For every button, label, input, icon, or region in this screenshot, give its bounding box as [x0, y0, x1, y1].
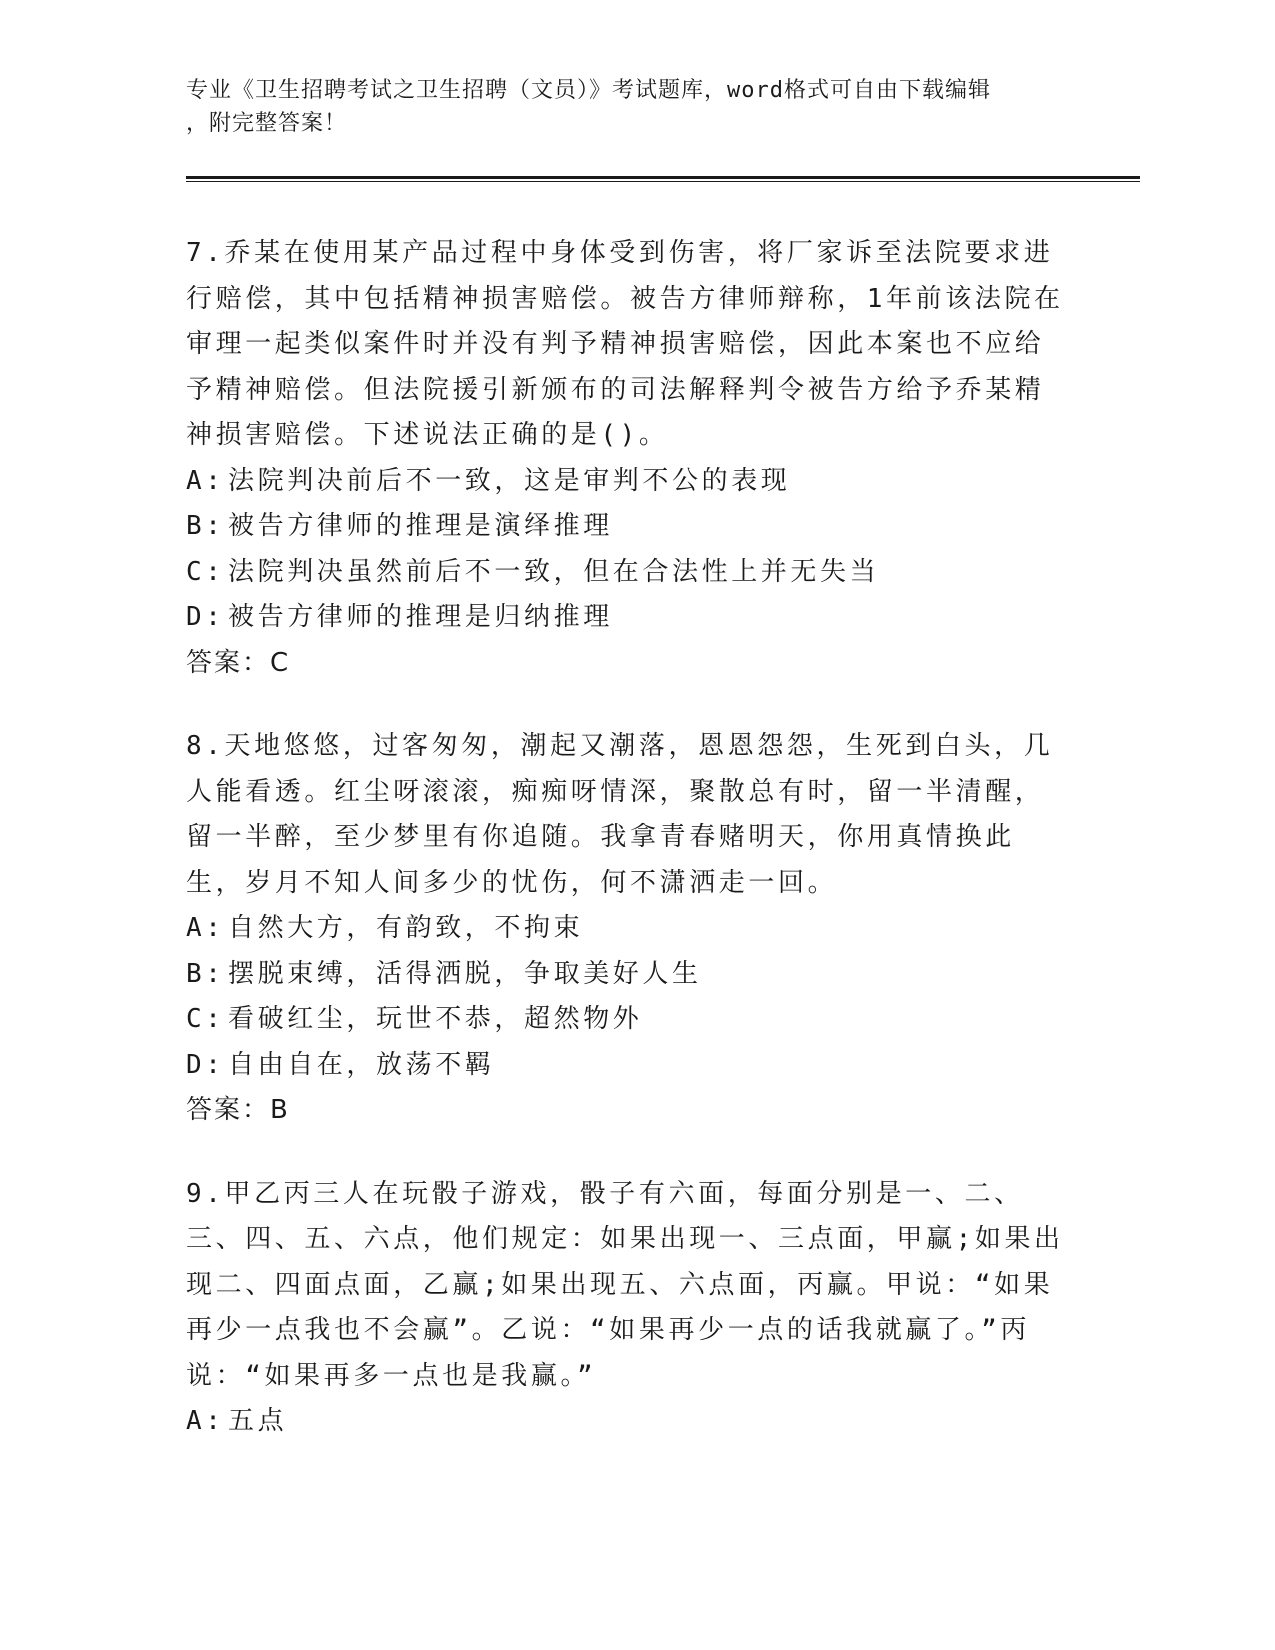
question-stem: 8.天地悠悠，过客匆匆，潮起又潮落，恩恩怨怨，生死到白头，几人能看透。红尘呀滚滚，痴痴呀情深，聚散总有时，留一半清醒，留一半醉，至少梦里有你追随。我拿青春赌明天，你用真情换此生，岁月不知人间多少的忧伤，何不潇洒走一回。: [186, 731, 1054, 898]
option-text: 被告方律师的推理是演绎推理: [228, 511, 613, 541]
option-b: [186, 952, 1066, 998]
option-text: 五点: [228, 1406, 288, 1436]
question-list: [186, 231, 1066, 1483]
answer-line: 答案：C: [186, 647, 291, 678]
header-line-1: 专业《卫生招聘考试之卫生招聘（文员）》考试题库，word格式可自由下载编辑: [186, 78, 991, 103]
header-divider-thin: [186, 181, 1140, 182]
option-text: 被告方律师的推理是归纳推理: [228, 602, 613, 632]
option-c: [186, 550, 1066, 596]
option-text: 法院判决虽然前后不一致，但在合法性上并无失当: [228, 556, 880, 587]
document-header: [186, 74, 1066, 140]
question-9: [186, 1172, 1066, 1445]
option-key: B:: [186, 958, 225, 989]
option-key: D:: [186, 1049, 225, 1080]
option-d: [186, 1043, 1066, 1089]
header-divider-thick: [186, 176, 1140, 179]
option-key: C:: [186, 1004, 225, 1034]
question-stem: 9.甲乙丙三人在玩骰子游戏，骰子有六面，每面分别是一、二、三、四、五、六点，他们规定：如果出现一、三点面，甲赢;如果出现二、四面点面，乙赢;如果出现五、六点面，丙赢。甲说：“如果再少一点我也不会赢”。乙说：“如果再少一点的话我就赢了。”丙说：“如果再多一点也是我赢。”: [186, 1178, 1064, 1391]
option-text: 看破红尘，玩世不恭，超然物外: [228, 1004, 643, 1034]
option-d: [186, 595, 1066, 641]
answer-line: 答案：B: [186, 1095, 290, 1125]
option-text: 摆脱束缚，活得洒脱，争取美好人生: [228, 958, 702, 989]
option-a: [186, 1399, 1066, 1445]
option-key: D:: [186, 602, 225, 632]
question-8: [186, 724, 1066, 1134]
option-key: A:: [186, 465, 225, 496]
option-text: 自由自在，放荡不羁: [228, 1049, 495, 1080]
option-text: 法院判决前后不一致，这是审判不公的表现: [228, 465, 791, 496]
header-line-2: ，附完整答案！: [186, 111, 348, 136]
option-key: A:: [186, 913, 225, 943]
option-key: B:: [186, 511, 225, 541]
option-a: [186, 906, 1066, 952]
option-c: [186, 997, 1066, 1043]
option-key: A:: [186, 1406, 225, 1436]
option-text: 自然大方，有韵致，不拘束: [228, 913, 584, 943]
option-a: [186, 459, 1066, 505]
question-stem: 7.乔某在使用某产品过程中身体受到伤害，将厂家诉至法院要求进行赔偿，其中包括精神损害赔偿。被告方律师辩称，1年前该法院在审理一起类似案件时并没有判予精神损害赔偿，因此本案也不应给予精神赔偿。但法院援引新颁布的司法解释判令被告方给予乔某精神损害赔偿。下述说法正确的是()。: [186, 238, 1064, 450]
option-b: [186, 504, 1066, 550]
question-7: [186, 231, 1066, 686]
option-key: C:: [186, 556, 225, 587]
